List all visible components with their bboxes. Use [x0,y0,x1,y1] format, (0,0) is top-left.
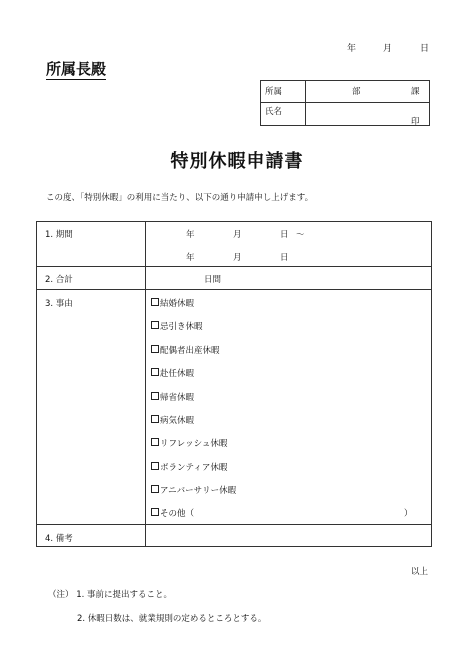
reason-option-spouse-childbirth[interactable]: 配偶者出産休暇 [151,344,220,356]
period-end-day: 日 [280,253,289,263]
note-1: （注） 1. 事前に提出すること。 [48,590,173,600]
reason-option-refresh[interactable]: リフレッシュ休暇 [151,437,227,449]
period-start-day: 日 [280,230,289,240]
period-start-year: 年 [186,230,195,240]
reason-label: 3. 事由 [45,299,73,309]
checkbox-icon[interactable] [151,415,159,423]
info-box-divider-horizontal [261,102,429,103]
checkbox-icon[interactable] [151,392,159,400]
date-month-label: 月 [383,44,393,54]
date-year-label: 年 [347,44,357,54]
period-tilde: ～ [296,230,305,240]
table-column-divider [145,222,146,546]
period-end-year: 年 [186,253,195,263]
total-days-unit: 日間 [204,275,222,285]
department-unit: 部 [352,87,361,97]
reason-option-marriage[interactable]: 結婚休暇 [151,297,194,309]
note-2: 2. 休暇日数は、就業規則の定めるところとする。 [77,614,267,624]
period-end-month: 月 [233,253,242,263]
applicant-info-box [260,80,430,126]
remarks-label: 4. 備考 [45,534,73,544]
table-row-divider [37,524,431,525]
other-close-paren: ） [404,509,413,519]
period-label: 1. 期間 [45,230,73,240]
reason-option-anniversary[interactable]: アニバーサリー休暇 [151,484,236,496]
info-box-divider-vertical [305,81,306,125]
document-title: 特別休暇申請書 [170,151,304,172]
date-day-label: 日 [420,44,430,54]
checkbox-icon[interactable] [151,508,159,516]
name-label: 氏名 [265,107,283,117]
table-row-divider [37,266,431,267]
checkbox-icon[interactable] [151,368,159,376]
checkbox-icon[interactable] [151,485,159,493]
table-row-divider [37,289,431,290]
application-form-table [36,221,432,547]
checkbox-icon[interactable] [151,462,159,470]
addressee: 所属長殿 [46,60,107,78]
checkbox-icon[interactable] [151,345,159,353]
checkbox-icon[interactable] [151,298,159,306]
reason-option-relocation[interactable]: 赴任休暇 [151,367,194,379]
checkbox-icon[interactable] [151,321,159,329]
period-start-month: 月 [233,230,242,240]
reason-option-homecoming[interactable]: 帰省休暇 [151,391,194,403]
affiliation-label: 所属 [265,87,283,97]
total-label: 2. 合計 [45,275,73,285]
checkbox-icon[interactable] [151,438,159,446]
intro-text: この度、「特別休暇」の利用に当たり、以下の通り申請申し上げます。 [46,193,314,203]
section-unit: 課 [411,87,420,97]
seal-label: 印 [411,117,420,127]
reason-option-other[interactable]: その他（ [151,507,194,519]
reason-option-volunteer[interactable]: ボランティア休暇 [151,461,227,473]
reason-option-sick[interactable]: 病気休暇 [151,414,194,426]
closing-text: 以上 [411,567,429,577]
reason-option-bereavement[interactable]: 忌引き休暇 [151,320,203,332]
